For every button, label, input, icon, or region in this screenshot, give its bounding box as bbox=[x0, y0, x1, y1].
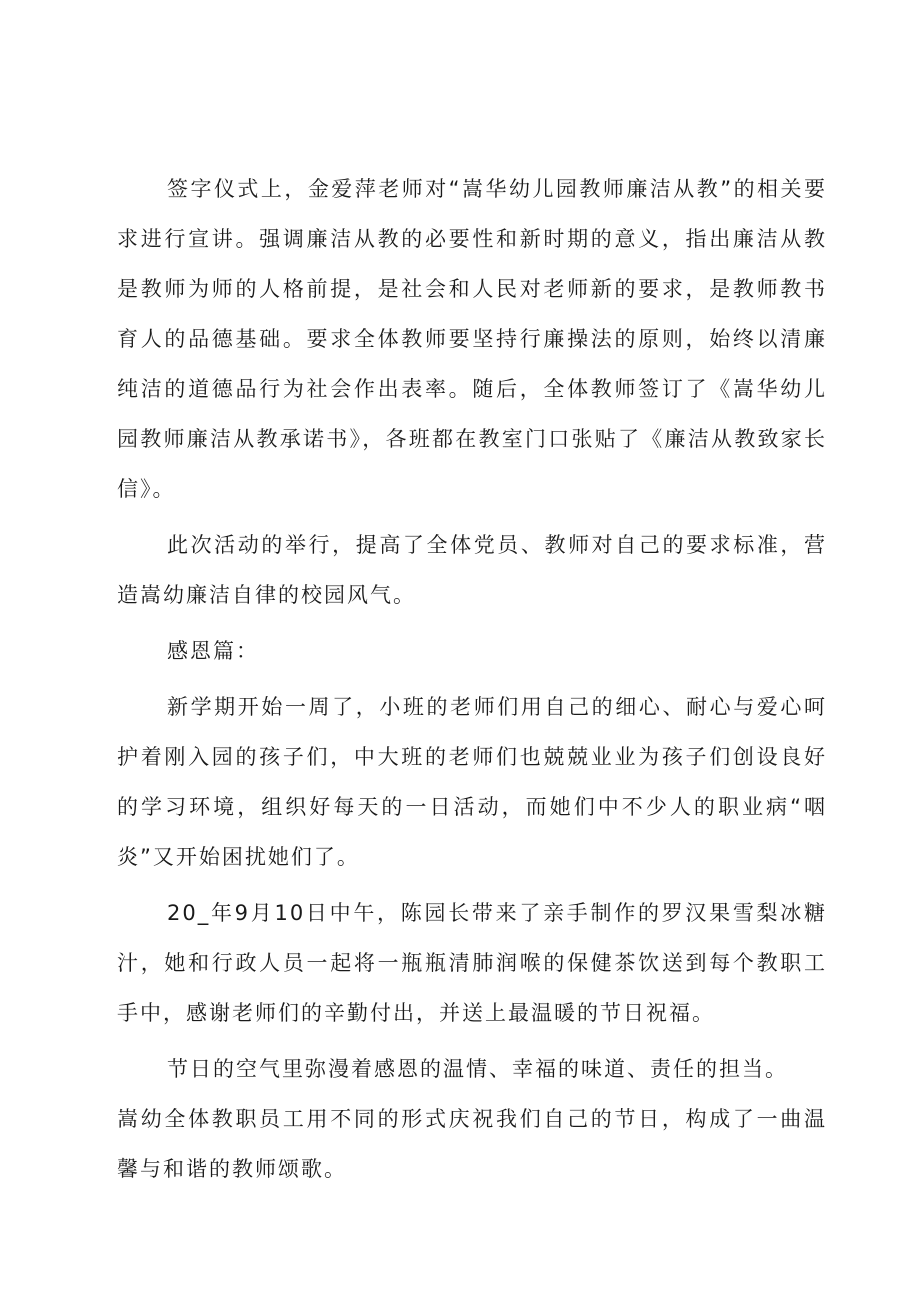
paragraph-activity-summary: 此次活动的举行，提高了全体党员、教师对自己的要求标准，营造嵩幼廉洁自律的校园风气。 bbox=[117, 533, 827, 607]
section-heading-gratitude: 感恩篇： bbox=[167, 639, 259, 663]
paragraph-principal-gift: 20_年9月10日中午，陈园长带来了亲手制作的罗汉果雪梨冰糖汁，她和行政人员一起将一瓶瓶清肺润喉的保健茶饮送到每个教职工手中，感谢老师们的辛勤付出，并送上最温暖的节日祝福。 bbox=[117, 901, 827, 1025]
document-body bbox=[117, 164, 827, 1194]
paragraph-new-semester: 新学期开始一周了，小班的老师们用自己的细心、耐心与爱心呵护着刚入园的孩子们，中大班的老师们也兢兢业业为孩子们创设良好的学习环境，组织好每天的一日活动，而她们中不少人的职业病“咽炎”又开始困扰她们了。 bbox=[117, 695, 827, 869]
paragraph-festival-atmosphere: 节日的空气里弥漫着感恩的温情、幸福的味道、责任的担当。 bbox=[167, 1057, 788, 1081]
paragraph-closing: 嵩幼全体教职员工用不同的形式庆祝我们自己的节日，构成了一曲温馨与和谐的教师颂歌。 bbox=[117, 1107, 827, 1181]
paragraph-signing-ceremony: 签字仪式上，金爱萍老师对“嵩华幼儿园教师廉洁从教”的相关要求进行宣讲。强调廉洁从教的必要性和新时期的意义，指出廉洁从教是教师为师的人格前提，是社会和人民对老师新的要求，是教师教书育人的品德基础。要求全体教师要坚持行廉操法的原则，始终以清廉纯洁的道德品行为社会作出表率。随后，全体教师签订了《嵩华幼儿园教师廉洁从教承诺书》，各班都在教室门口张贴了《廉洁从教致家长信》。 bbox=[117, 177, 827, 501]
